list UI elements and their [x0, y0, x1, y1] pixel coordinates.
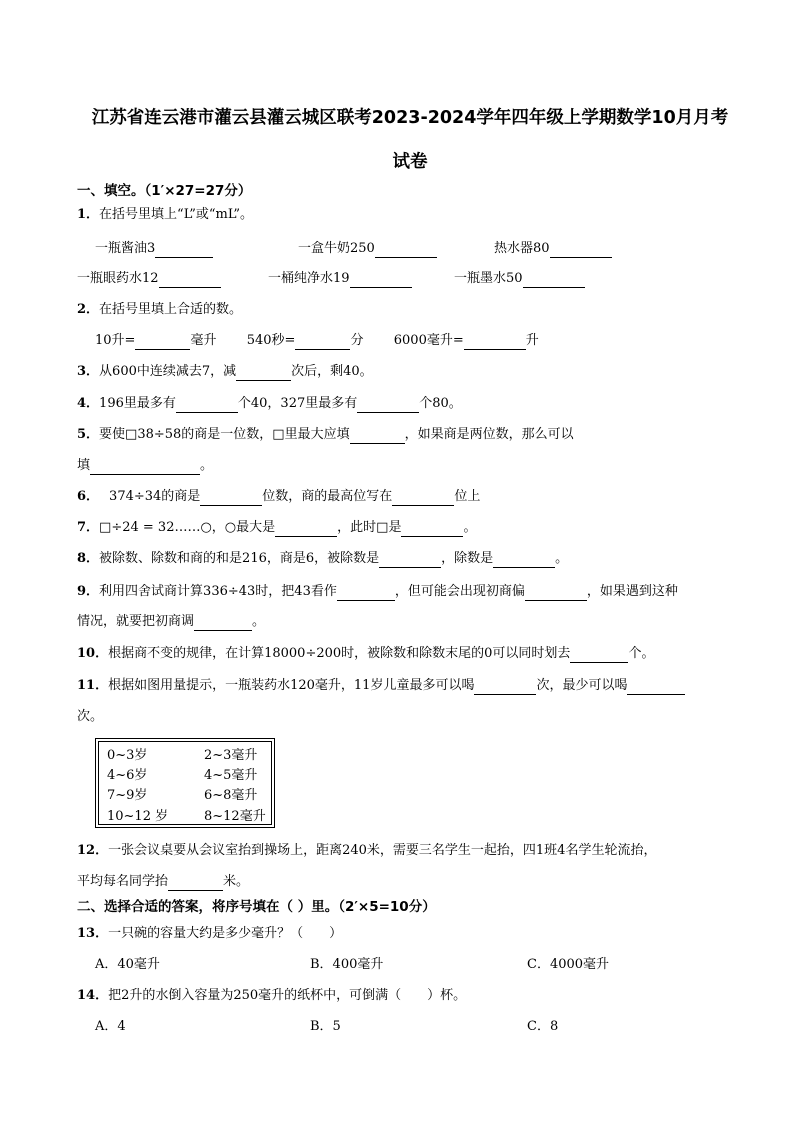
- answer-blank[interactable]: [401, 522, 463, 537]
- section-heading-2: 二、选择合适的答案，将序号填在（ ）里。（2′×5=10分）: [77, 899, 436, 915]
- table-cell: 8~12毫升: [204, 809, 266, 824]
- table-cell: 4~5毫升: [204, 768, 258, 783]
- table-cell: 0~3岁: [107, 748, 148, 763]
- item-label: 540秒=: [246, 333, 296, 348]
- question-text: 个。: [628, 646, 655, 661]
- item-label: 热水器80: [494, 241, 550, 256]
- question-text: 。: [463, 520, 477, 535]
- answer-blank[interactable]: [392, 491, 454, 506]
- question-text: 被除数、除数和商的和是216，商是6，被除数是: [99, 551, 380, 566]
- question-text: ，除数是: [441, 551, 494, 566]
- answer-blank[interactable]: [295, 335, 350, 350]
- answer-blank[interactable]: [194, 616, 252, 631]
- item-label: 一瓶酱油3: [95, 241, 156, 256]
- question-text: 位上: [454, 489, 481, 504]
- question-text: 。: [555, 551, 569, 566]
- section-heading-1: 一、填空。（1′×27=27分）: [77, 183, 252, 199]
- dosage-table: [95, 738, 275, 828]
- answer-blank[interactable]: [627, 680, 685, 695]
- q1-item-3: [494, 240, 612, 258]
- question-text: 把2升的水倒入容量为250毫升的纸杯中，可倒满（ ）杯。: [108, 988, 467, 1003]
- question-3: [77, 363, 373, 381]
- item-label: 一桶纯净水19: [268, 271, 350, 286]
- item-label: 一瓶眼药水12: [77, 271, 159, 286]
- question-text: 米。: [223, 874, 250, 889]
- question-4: [77, 395, 462, 413]
- answer-blank[interactable]: [236, 366, 291, 381]
- question-text: 个80。: [419, 396, 462, 411]
- question-8: [77, 550, 568, 568]
- question-9: [77, 583, 678, 601]
- question-number: 2．: [77, 302, 100, 317]
- question-text: 要使□38÷58的商是一位数，□里最大应填: [99, 427, 350, 442]
- item-unit: 升: [525, 333, 539, 348]
- question-text: 在括号里填上合适的数。: [99, 302, 243, 317]
- answer-blank[interactable]: [493, 553, 555, 568]
- question-text: 情况，就要把初商调: [77, 614, 195, 629]
- table-cell: 4~6岁: [107, 768, 148, 783]
- question-text: 根据如图用量提示，一瓶装药水120毫升，11岁儿童最多可以喝: [108, 678, 475, 693]
- question-number: 9．: [77, 584, 100, 599]
- question-number: 8．: [77, 551, 100, 566]
- option-b[interactable]: B．5: [310, 1019, 341, 1034]
- answer-blank[interactable]: [375, 243, 437, 258]
- answer-blank[interactable]: [550, 243, 612, 258]
- question-5: [77, 426, 574, 444]
- answer-blank[interactable]: [350, 273, 412, 288]
- q1-item-6: [454, 270, 585, 288]
- question-text: 从600中连续减去7，减: [99, 364, 237, 379]
- item-label: 6000毫升=: [393, 333, 464, 348]
- answer-blank[interactable]: [168, 876, 223, 891]
- item-label: 一瓶墨水50: [454, 271, 523, 286]
- question-number: 3．: [77, 364, 100, 379]
- answer-blank[interactable]: [350, 429, 405, 444]
- question-text: 374÷34的商是: [109, 489, 201, 504]
- answer-blank[interactable]: [135, 335, 190, 350]
- question-9-cont: [77, 613, 265, 631]
- question-text: 次后，剩40。: [291, 364, 373, 379]
- question-11-cont: [77, 708, 103, 726]
- item-unit: 毫升: [190, 333, 217, 348]
- question-text: 次。: [77, 709, 104, 724]
- table-cell: 6~8毫升: [204, 788, 258, 803]
- question-text: ，但可能会出现初商偏: [394, 584, 525, 599]
- answer-blank[interactable]: [570, 648, 628, 663]
- option-a[interactable]: A．40毫升: [95, 957, 160, 972]
- answer-blank[interactable]: [337, 586, 395, 601]
- question-number: 11．: [77, 678, 109, 693]
- question-text: 个40，327里最多有: [237, 396, 358, 411]
- answer-blank[interactable]: [176, 398, 238, 413]
- option-c[interactable]: C．8: [527, 1019, 559, 1034]
- q2-items: [95, 332, 539, 350]
- question-2: [77, 301, 242, 319]
- question-6: [77, 488, 480, 506]
- question-12: [77, 842, 656, 860]
- question-number: 6．: [77, 489, 100, 504]
- answer-blank[interactable]: [155, 243, 213, 258]
- question-number: 10．: [77, 646, 109, 661]
- question-14: [77, 987, 466, 1005]
- question-10: [77, 645, 654, 663]
- question-number: 4．: [77, 396, 100, 411]
- question-text: ，此时□是: [337, 520, 402, 535]
- question-11: [77, 677, 685, 695]
- answer-blank[interactable]: [464, 335, 526, 350]
- question-text: 利用四舍试商计算336÷43时，把43看作: [99, 584, 337, 599]
- q1-item-1: [95, 240, 213, 258]
- question-number: 14．: [77, 988, 109, 1003]
- question-text: 次，最少可以喝: [536, 678, 628, 693]
- answer-blank[interactable]: [200, 491, 262, 506]
- table-cell: 2~3毫升: [204, 748, 258, 763]
- option-a[interactable]: A．4: [95, 1019, 126, 1034]
- item-unit: 分: [350, 333, 364, 348]
- question-text: □÷24 = 32……○，○最大是: [99, 520, 276, 535]
- answer-blank[interactable]: [275, 522, 337, 537]
- question-number: 13．: [77, 926, 109, 941]
- question-text: 196里最多有: [99, 396, 176, 411]
- question-text: 根据商不变的规律，在计算18000÷200时，被除数和除数末尾的0可以同时划去: [108, 646, 571, 661]
- question-text: 平均每名同学抬: [77, 874, 169, 889]
- question-text: 位数，商的最高位写在: [262, 489, 393, 504]
- question-text: 在括号里填上“L”或“mL”。: [99, 207, 253, 222]
- answer-blank[interactable]: [357, 398, 419, 413]
- answer-blank[interactable]: [379, 553, 441, 568]
- item-label: 10升=: [95, 333, 136, 348]
- page-title-cont: 试卷: [392, 152, 428, 172]
- question-number: 5．: [77, 427, 100, 442]
- question-text: 。: [200, 458, 214, 473]
- table-cell: 10~12 岁: [107, 809, 169, 824]
- question-text: ，如果遇到这种: [586, 584, 678, 599]
- question-text: 填: [77, 458, 91, 473]
- question-13: [77, 925, 342, 943]
- question-number: 12．: [77, 843, 109, 858]
- question-7: [77, 519, 476, 537]
- option-b[interactable]: B．400毫升: [310, 957, 384, 972]
- question-number: 7．: [77, 520, 100, 535]
- answer-blank[interactable]: [474, 680, 536, 695]
- question-text: 一只碗的容量大约是多少毫升？（ ）: [108, 926, 343, 941]
- item-label: 一盒牛奶250: [298, 241, 375, 256]
- q1-item-4: [77, 270, 221, 288]
- question-text: ，如果商是两位数，那么可以: [404, 427, 574, 442]
- answer-blank[interactable]: [159, 273, 221, 288]
- answer-blank[interactable]: [523, 273, 585, 288]
- question-5-cont: [77, 457, 213, 475]
- option-c[interactable]: C．4000毫升: [527, 957, 610, 972]
- q1-item-2: [298, 240, 437, 258]
- answer-blank[interactable]: [90, 460, 200, 475]
- answer-blank[interactable]: [525, 586, 587, 601]
- question-12-cont: [77, 873, 249, 891]
- page-title: 江苏省连云港市灌云县灌云城区联考2023-2024学年四年级上学期数学10月月考: [91, 108, 729, 128]
- question-1: [77, 206, 253, 224]
- question-number: 1．: [77, 207, 100, 222]
- q1-item-5: [268, 270, 412, 288]
- table-cell: 7~9岁: [107, 788, 148, 803]
- question-text: 。: [252, 614, 266, 629]
- question-text: 一张会议桌要从会议室抬到操场上，距离240米，需要三名学生一起抬，四1班4名学生轮流抬，: [108, 843, 657, 858]
